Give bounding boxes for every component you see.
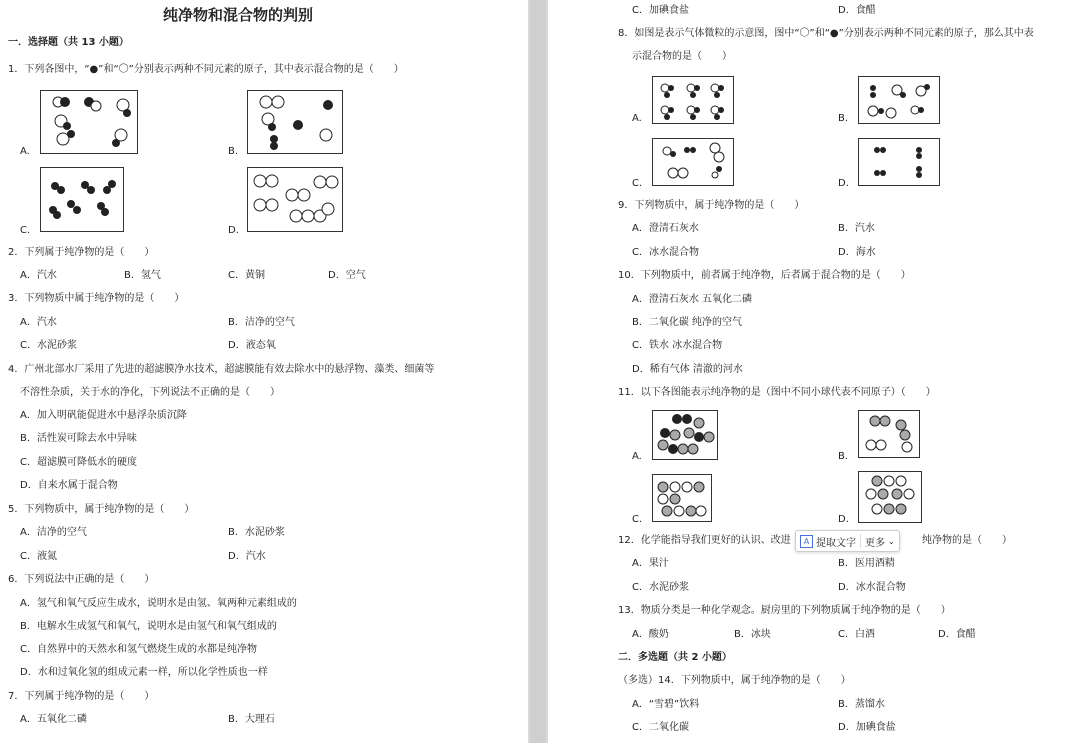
particle-diagram bbox=[653, 139, 733, 185]
q1-figure-b bbox=[247, 90, 343, 154]
q8-figure-b bbox=[858, 76, 940, 124]
q8-figure-c bbox=[652, 138, 734, 186]
q12-option-b: B．医用酒精 bbox=[838, 558, 895, 569]
q13-option-a: A．酸奶 bbox=[632, 629, 669, 640]
section-heading-2: 二．多选题（共 2 小题） bbox=[618, 652, 732, 663]
q4-stem: 4．广州北部水厂采用了先进的超滤膜净水技术，超滤膜能有效去除水中的悬浮物、藻类、细菌等 bbox=[8, 364, 435, 375]
q7-option-a: A．五氧化二磷 bbox=[20, 714, 87, 725]
q6-option-d: D．水和过氧化氢的组成元素一样，所以化学性质也一样 bbox=[20, 667, 268, 678]
q3-option-c: C．水泥砂浆 bbox=[20, 340, 77, 351]
q12-option-c: C．水泥砂浆 bbox=[632, 582, 689, 593]
q12-option-d: D．冰水混合物 bbox=[838, 582, 906, 593]
q2-option-a: A．汽水 bbox=[20, 270, 57, 281]
q10-option-c: C．铁水 冰水混合物 bbox=[632, 340, 723, 351]
q13-option-d: D．食醋 bbox=[938, 629, 976, 640]
q11-label-d: D. bbox=[838, 514, 849, 525]
q8-stem: 8．如图是表示气体微粒的示意图，图中“〇”和“●”分别表示两种不同元素的原子，那么其中表 bbox=[618, 28, 1034, 39]
q8-stem-cont: 示混合物的是（ ） bbox=[632, 51, 732, 62]
q3-option-b: B．洁净的空气 bbox=[228, 317, 295, 328]
q10-option-a: A．澄清石灰水 五氧化二磷 bbox=[632, 294, 753, 305]
left-page bbox=[0, 0, 528, 743]
q9-option-c: C．冰水混合物 bbox=[632, 247, 699, 258]
q6-option-c: C．自然界中的天然水和氢气燃烧生成的水都是纯净物 bbox=[20, 644, 257, 655]
more-button[interactable] bbox=[861, 531, 899, 551]
particle-diagram bbox=[859, 472, 921, 522]
right-page bbox=[548, 0, 1080, 743]
q12-stem-end: 纯净物的是（ ） bbox=[922, 535, 1012, 546]
particle-diagram bbox=[41, 168, 123, 231]
q8-label-a: A. bbox=[632, 113, 642, 124]
q7-option-d: D．食醋 bbox=[838, 5, 876, 16]
q2-option-d: D．空气 bbox=[328, 270, 366, 281]
doc-title: 纯净物和混合物的判别 bbox=[163, 6, 314, 24]
q6-option-b: B．电解水生成氢气和氧气，说明水是由氢气和氧气组成的 bbox=[20, 621, 277, 632]
q9-option-d: D．海水 bbox=[838, 247, 876, 258]
q11-label-b: B. bbox=[838, 451, 849, 462]
q5-option-c: C．液氮 bbox=[20, 551, 57, 562]
q4-option-c: C．超滤膜可降低水的硬度 bbox=[20, 457, 137, 468]
q9-option-b: B．汽水 bbox=[838, 223, 875, 234]
q5-option-b: B．水泥砂浆 bbox=[228, 527, 285, 538]
q5-stem: 5．下列物质中，属于纯净物的是（ ） bbox=[8, 504, 195, 515]
q9-stem: 9．下列物质中，属于纯净物的是（ ） bbox=[618, 200, 805, 211]
section-heading: 一．选择题（共 13 小题） bbox=[8, 37, 129, 48]
q1-figure-a bbox=[40, 90, 138, 154]
q3-option-d: D．液态氧 bbox=[228, 340, 276, 351]
extract-text-button[interactable] bbox=[796, 531, 860, 551]
q3-option-a: A．汽水 bbox=[20, 317, 57, 328]
q11-figure-c bbox=[652, 474, 712, 522]
q1-label-a: A. bbox=[20, 146, 30, 157]
q11-label-a: A. bbox=[632, 451, 642, 462]
q6-stem: 6．下列说法中正确的是（ ） bbox=[8, 574, 155, 585]
q7-option-b: B．大理石 bbox=[228, 714, 275, 725]
q1-figure-c bbox=[40, 167, 124, 232]
particle-diagram bbox=[859, 77, 939, 123]
q7-stem: 7．下列属于纯净物的是（ ） bbox=[8, 691, 155, 702]
ocr-icon: A bbox=[800, 535, 813, 548]
q8-label-c: C. bbox=[632, 178, 643, 189]
q8-label-d: D. bbox=[838, 178, 849, 189]
q13-option-c: C．白酒 bbox=[838, 629, 875, 640]
q11-figure-a bbox=[652, 410, 718, 460]
q1-stem: 1．下列各图中，“●”和“〇”分别表示两种不同元素的原子，其中表示混合物的是（ ） bbox=[8, 64, 404, 75]
particle-diagram bbox=[859, 411, 919, 457]
q10-option-d: D．稀有气体 清澈的河水 bbox=[632, 364, 743, 375]
q11-stem: 11．以下各图能表示纯净物的是（图中不同小球代表不同原子）（ ） bbox=[618, 387, 936, 398]
q14-option-a: A．“雪碧”饮料 bbox=[632, 699, 700, 710]
chevron-down-icon: ⌄ bbox=[888, 536, 895, 546]
q13-option-b: B．冰块 bbox=[734, 629, 771, 640]
q14-option-d: D．加碘食盐 bbox=[838, 722, 896, 733]
q1-label-b: B. bbox=[228, 146, 239, 157]
particle-diagram bbox=[653, 77, 733, 123]
particle-diagram bbox=[248, 91, 342, 153]
q3-stem: 3．下列物质中属于纯净物的是（ ） bbox=[8, 293, 185, 304]
q1-figure-d bbox=[247, 167, 343, 232]
q4-option-b: B．活性炭可除去水中异味 bbox=[20, 433, 137, 444]
extract-text-label: 提取文字 bbox=[816, 537, 856, 549]
particle-diagram bbox=[41, 91, 137, 153]
q1-label-d: D. bbox=[228, 225, 239, 236]
q13-stem: 13．物质分类是一种化学观念。厨房里的下列物质属于纯净物的是（ ） bbox=[618, 605, 951, 616]
q6-option-a: A．氢气和氧气反应生成水，说明水是由氢、氧两种元素组成的 bbox=[20, 598, 297, 609]
text-selection-toolbar bbox=[795, 530, 900, 552]
q12-stem: 12．化学能指导我们更好的认识、改进 bbox=[618, 535, 791, 546]
page-gap-scrollbar[interactable] bbox=[530, 0, 546, 743]
q4-option-d: D．自来水属于混合物 bbox=[20, 480, 118, 491]
q8-figure-a bbox=[652, 76, 734, 124]
q5-option-a: A．洁净的空气 bbox=[20, 527, 87, 538]
particle-diagram bbox=[248, 168, 342, 231]
particle-diagram bbox=[653, 411, 717, 459]
q5-option-d: D．汽水 bbox=[228, 551, 266, 562]
q1-label-c: C. bbox=[20, 225, 31, 236]
particle-diagram bbox=[859, 139, 939, 185]
q11-figure-d bbox=[858, 471, 922, 523]
q7-option-c: C．加碘食盐 bbox=[632, 5, 689, 16]
q2-option-c: C．黄铜 bbox=[228, 270, 265, 281]
q2-option-b: B．氢气 bbox=[124, 270, 161, 281]
particle-diagram bbox=[653, 475, 711, 521]
q2-stem: 2．下列属于纯净物的是（ ） bbox=[8, 247, 155, 258]
q14-option-b: B．蒸馏水 bbox=[838, 699, 885, 710]
q11-figure-b bbox=[858, 410, 920, 458]
q10-option-b: B．二氧化碳 纯净的空气 bbox=[632, 317, 743, 328]
q11-label-c: C. bbox=[632, 514, 643, 525]
q8-label-b: B. bbox=[838, 113, 849, 124]
q8-figure-d bbox=[858, 138, 940, 186]
q4-stem-cont: 不溶性杂质，关于水的净化，下列说法不正确的是（ ） bbox=[20, 387, 280, 398]
q10-stem: 10．下列物质中，前者属于纯净物，后者属于混合物的是（ ） bbox=[618, 270, 911, 281]
q14-option-c: C．二氧化碳 bbox=[632, 722, 689, 733]
q12-option-a: A．果汁 bbox=[632, 558, 669, 569]
q14-stem: （多选）14．下列物质中，属于纯净物的是（ ） bbox=[618, 675, 851, 686]
q9-option-a: A．澄清石灰水 bbox=[632, 223, 699, 234]
q4-option-a: A．加入明矾能促进水中悬浮杂质沉降 bbox=[20, 410, 187, 421]
more-label: 更多 bbox=[865, 537, 885, 549]
